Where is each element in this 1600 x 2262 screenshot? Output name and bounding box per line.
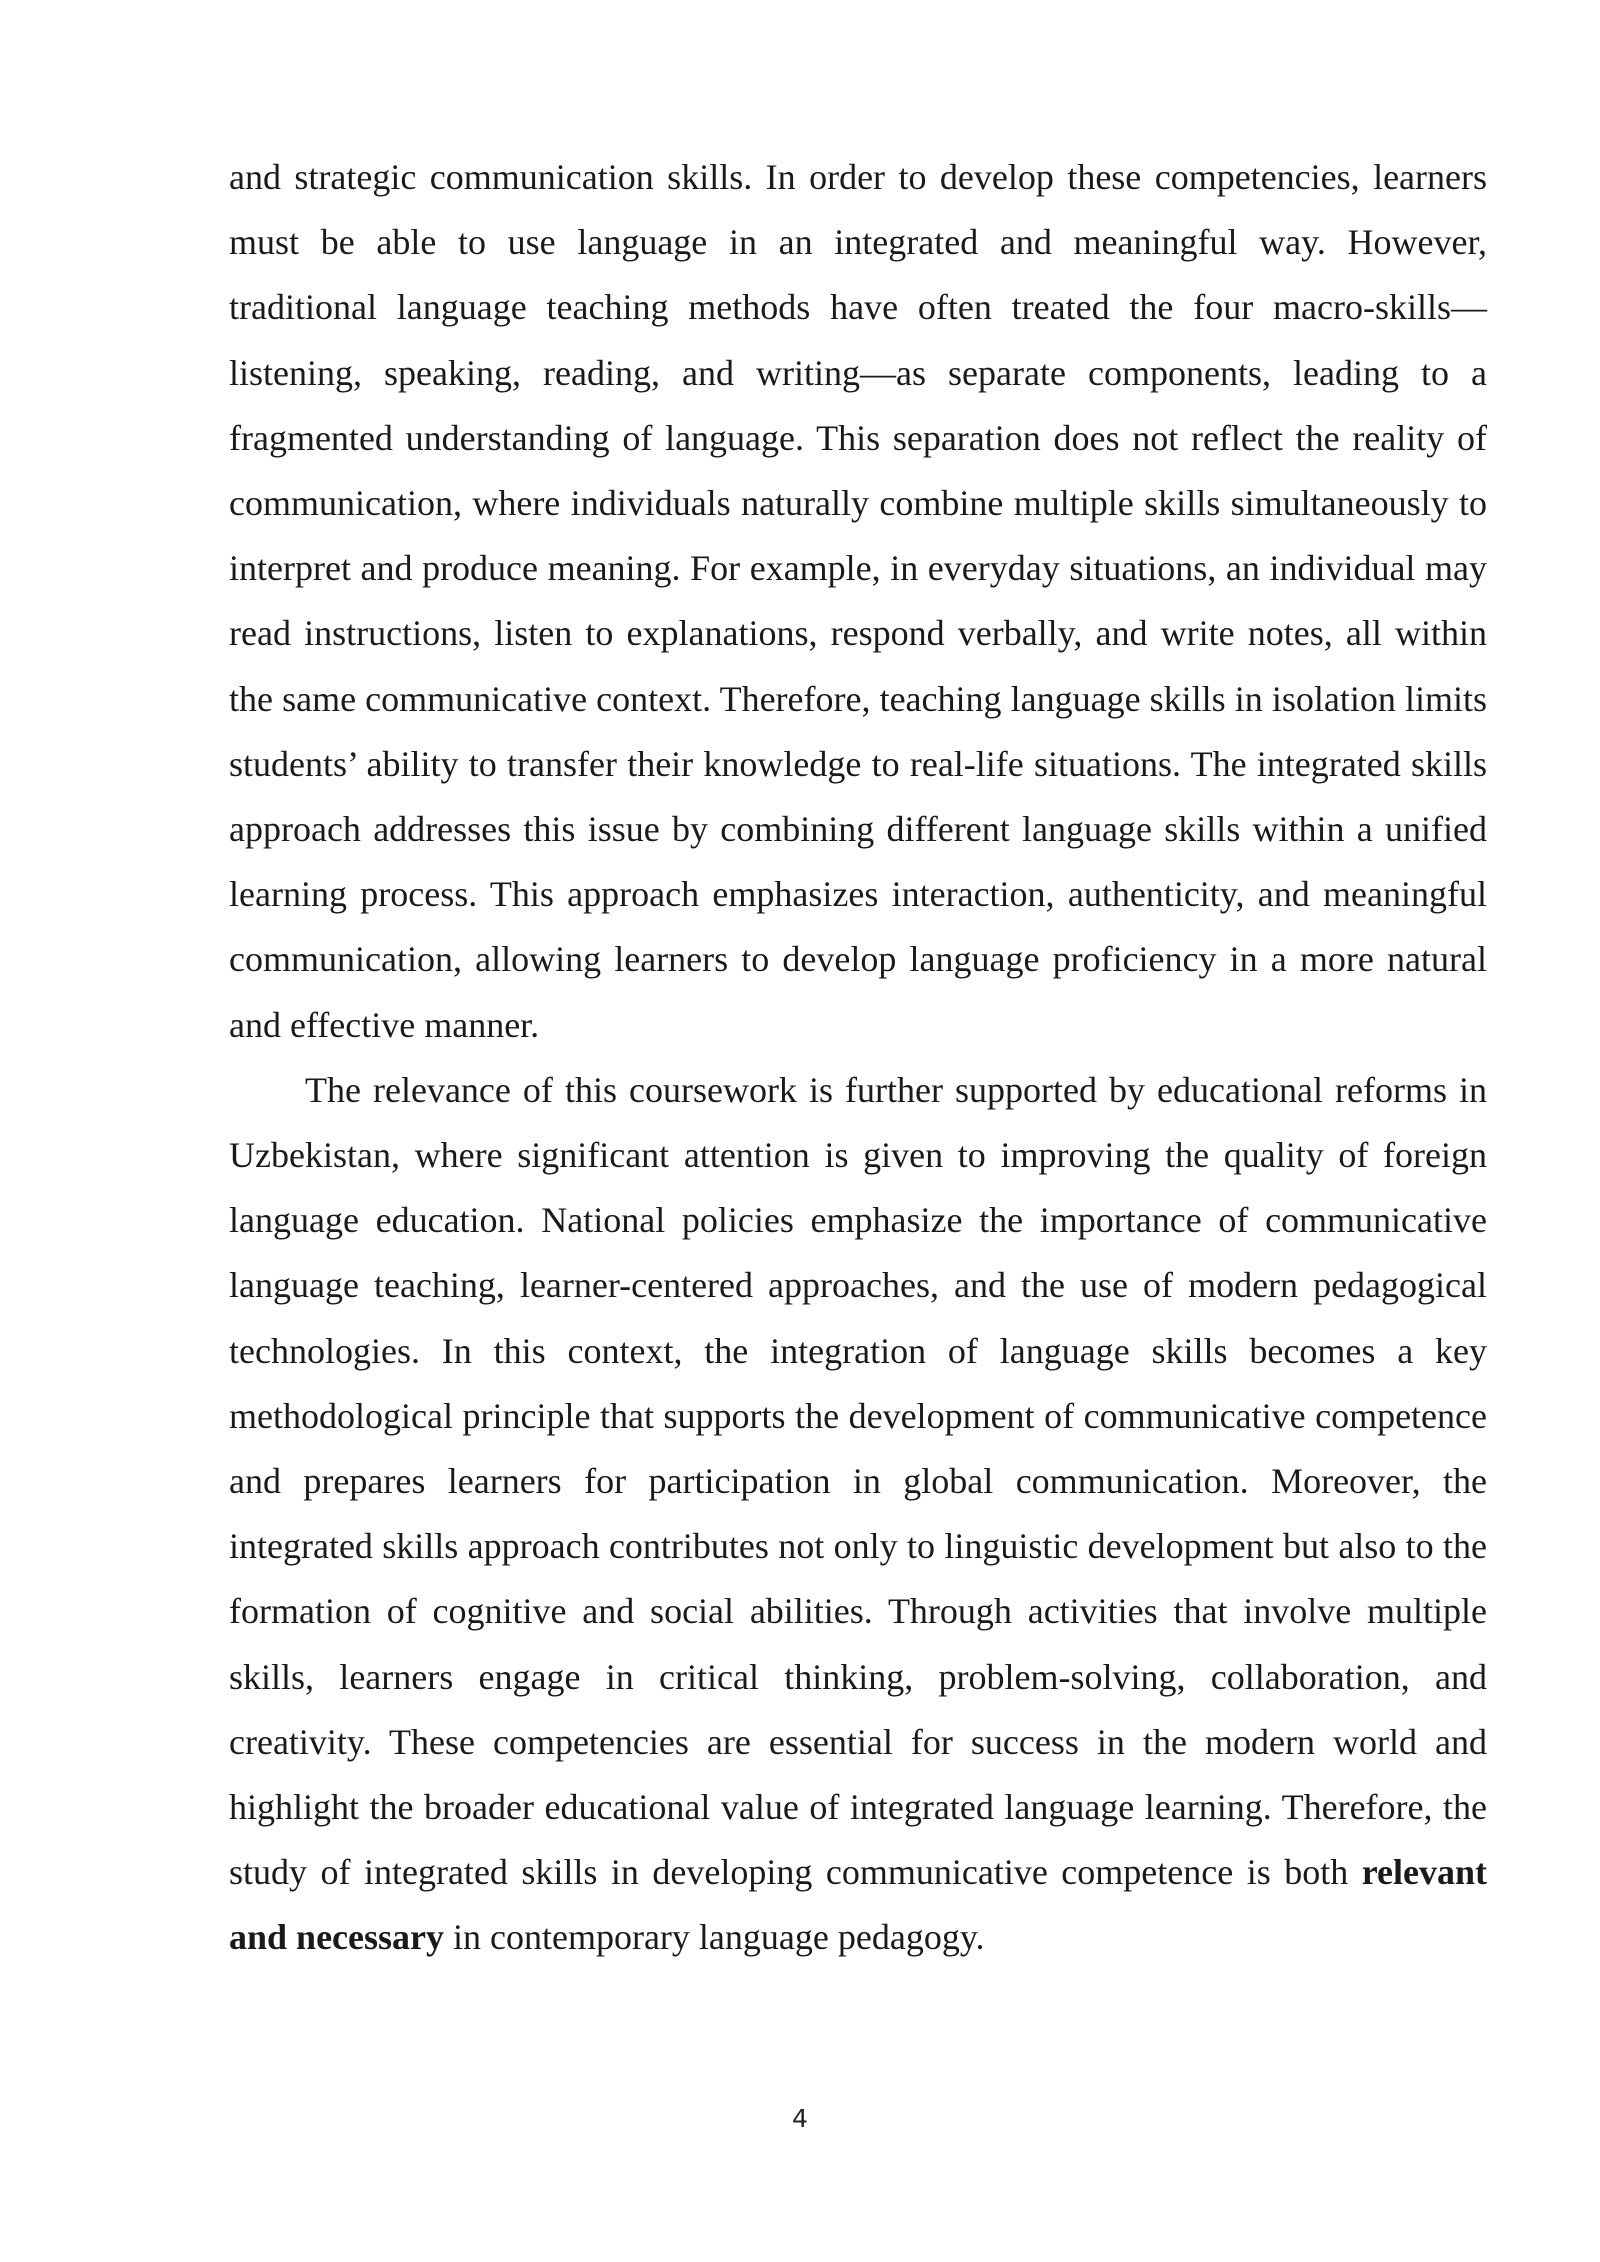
page-number: 4	[792, 2104, 808, 2133]
body-text	[229, 145, 1487, 1971]
paragraph-continuation: and strategic communication skills. In order to develop these competencies, learners must be able to use language in an integrated and meaningful way. However, traditional language teaching methods have often treated the four macro-skills—listening, speaking, reading, and writing—as separate components, leading to a fragmented understanding of language. This separation does not reflect the reality of communication, where individuals naturally combine multiple skills simultaneously to interpret and produce meaning. For example, in everyday situations, an individual may read instructions, listen to explanations, respond verbally, and write notes, all within the same communicative context. Therefore, teaching language skills in isolation limits students’ ability to transfer their knowledge to real-life situations. The integrated skills approach addresses this issue by combining different language skills within a unified learning process. This approach emphasizes interaction, authenticity, and meaningful communication, allowing learners to develop language proficiency in a more natural and effective manner.	[229, 157, 1487, 1045]
emphasis-relevant-necessary: relevant and necessary	[229, 1852, 1487, 1958]
paragraph-relevance-ending: in contemporary language pedagogy.	[444, 1917, 985, 1958]
paragraph-relevance-text: The relevance of this coursework is further supported by educational reforms in Uzbekistan, where significant attention is given to improving the quality of foreign language education. National policies emphasize the importance of communicative language teaching, learner-centered approaches, and the use of modern pedagogical technologies. In this context, the integration of language skills becomes a key methodological principle that supports the development of communicative competence and prepares learners for participation in global communication. Moreover, the integrated skills approach contributes not only to linguistic development but also to the formation of cognitive and social abilities. Through activities that involve multiple skills, learners engage in critical thinking, problem-solving, collaboration, and creativity. These competencies are essential for success in the modern world and highlight the broader educational value of integrated language learning. Therefore, the study of integrated skills in developing communicative competence is both	[229, 1069, 1487, 1893]
paragraph-relevance	[229, 1058, 1487, 1971]
